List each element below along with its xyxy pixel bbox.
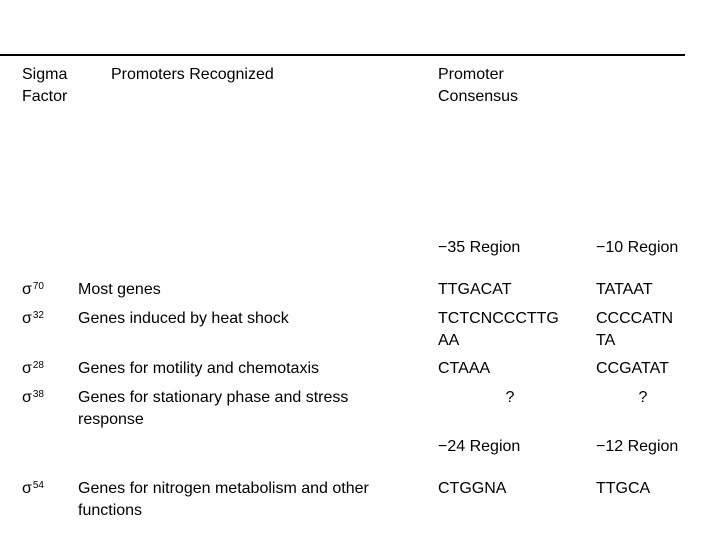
table-top-rule	[0, 54, 685, 56]
promoters-cell-sigma-70: Most genes	[78, 281, 161, 298]
header-minus10-region: −10 Region	[596, 239, 679, 256]
consensus-b-sigma-38: ?	[638, 389, 648, 406]
promoters-cell-sigma-38: Genes for stationary phase and stress response	[78, 389, 349, 428]
consensus-b-sigma-70: TATAAT	[596, 281, 653, 298]
consensus-b-sigma-54: TTGCA	[596, 480, 651, 497]
promoters-cell-sigma-28: Genes for motility and chemotaxis	[78, 360, 319, 377]
header-minus35-region: −35 Region	[438, 239, 521, 256]
header-minus12-region: −12 Region	[596, 438, 679, 455]
sigma-32-cell: $\sigma^{32}$	[22, 310, 44, 327]
consensus-b-sigma-28: CCGATAT	[596, 360, 669, 377]
promoters-cell-sigma-54: Genes for nitrogen metabolism and other functions	[78, 480, 369, 519]
consensus-a-sigma-38: ?	[505, 389, 515, 406]
header-promoters-recognized: Promoters Recognized	[111, 66, 274, 83]
header-sigma-factor: Sigma Factor	[22, 66, 68, 105]
sigma-28-cell: $\sigma^{28}$	[22, 360, 44, 377]
consensus-a-sigma-28: CTAAA	[438, 360, 491, 377]
promoters-cell-sigma-32: Genes induced by heat shock	[78, 310, 289, 327]
sigma-54-cell: $\sigma^{54}$	[22, 480, 44, 497]
consensus-a-sigma-54: CTGGNA	[438, 480, 507, 497]
consensus-a-sigma-70: TTGACAT	[438, 281, 512, 298]
consensus-a-sigma-32: TCTCNCCCTTG AA	[438, 310, 559, 349]
header-promoter-consensus: Promoter Consensus	[438, 66, 519, 105]
sigma-70-cell: $\sigma^{70}$	[22, 281, 44, 298]
sigma-38-cell: $\sigma^{38}$	[22, 389, 44, 406]
consensus-b-sigma-32: CCCCATN TA	[596, 310, 674, 349]
header-minus24-region: −24 Region	[438, 438, 521, 455]
